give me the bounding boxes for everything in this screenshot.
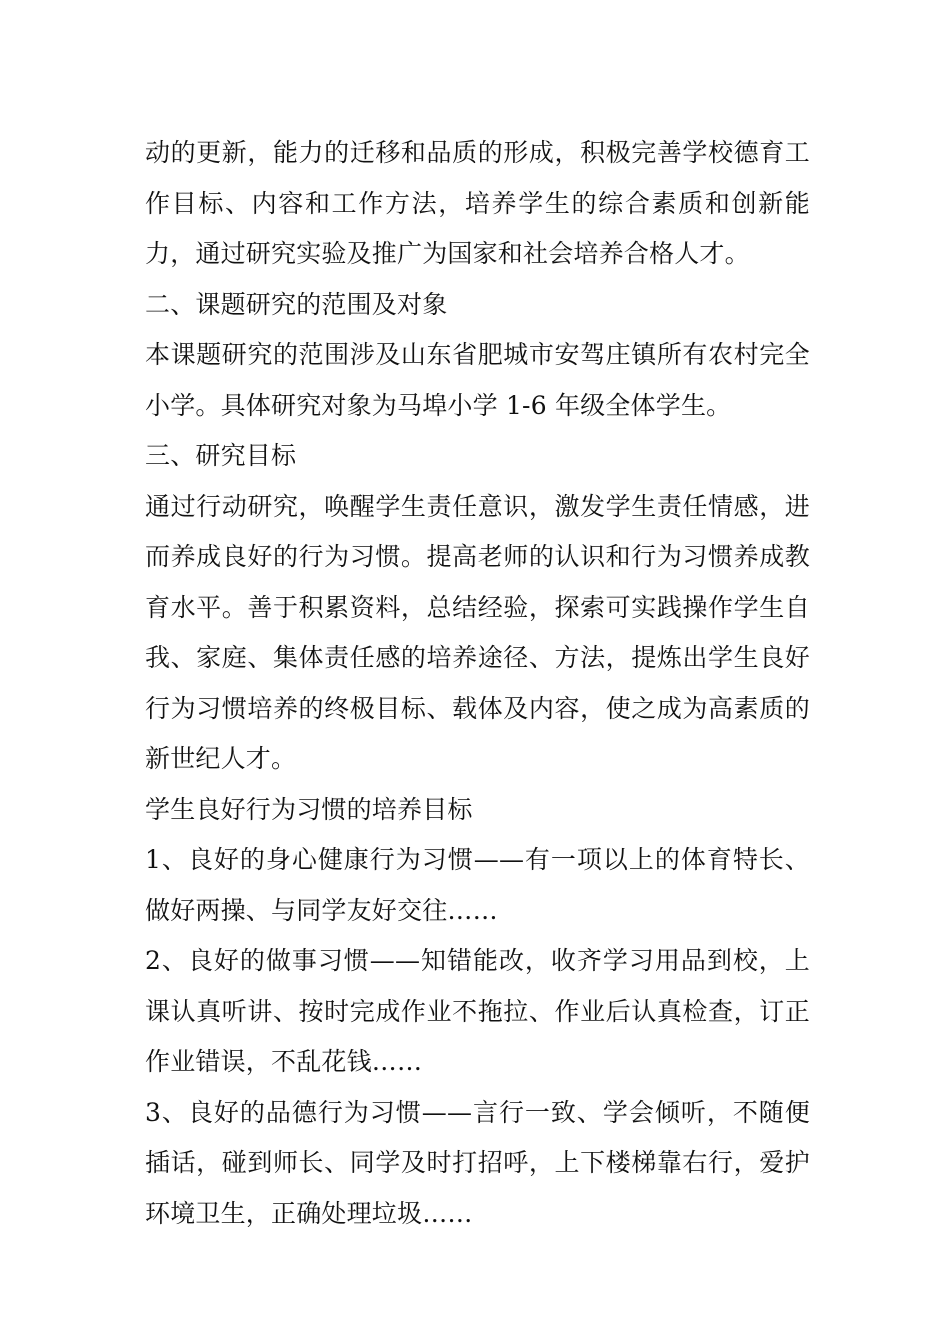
section-heading-goals: 三、研究目标	[145, 441, 297, 470]
list-item-moral-habits: 3、良好的品德行为习惯——言行一致、学会倾听，不随便插话，碰到师长、同学及时打招呼，上下楼梯靠右行，爱护环境卫生，正确处理垃圾……	[145, 1097, 810, 1228]
paragraph-scope: 本课题研究的范围涉及山东省肥城市安驾庄镇所有农村完全小学。具体研究对象为马埠小学 1-6 年级全体学生。	[145, 340, 810, 420]
list-item-work-habits: 2、良好的做事习惯——知错能改，收齐学习用品到校，上课认真听讲、按时完成作业不拖拉、作业后认真检查，订正作业错误，不乱花钱……	[145, 946, 810, 1076]
section-heading-scope: 二、课题研究的范围及对象	[145, 289, 448, 319]
paragraph-continuation: 动的更新，能力的迁移和品质的形成，积极完善学校德育工作目标、内容和工作方法，培养学生的综合素质和创新能力，通过研究实验及推广为国家和社会培养合格人才。	[145, 138, 810, 268]
list-item-health-habits: 1、良好的身心健康行为习惯——有一项以上的体育特长、做好两操、与同学友好交往……	[145, 845, 810, 925]
paragraph-goals: 通过行动研究，唤醒学生责任意识，激发学生责任情感，进而养成良好的行为习惯。提高老师的认识和行为习惯养成教育水平。善于积累资料，总结经验，探索可实践操作学生自我、家庭、集体责任感的培养途径、方法，提炼出学生良好行为习惯培养的终极目标、载体及内容，使之成为高素质的新世纪人才。	[145, 491, 810, 773]
document-body	[145, 128, 810, 1239]
subheading-habit-goals: 学生良好行为习惯的培养目标	[145, 794, 473, 824]
